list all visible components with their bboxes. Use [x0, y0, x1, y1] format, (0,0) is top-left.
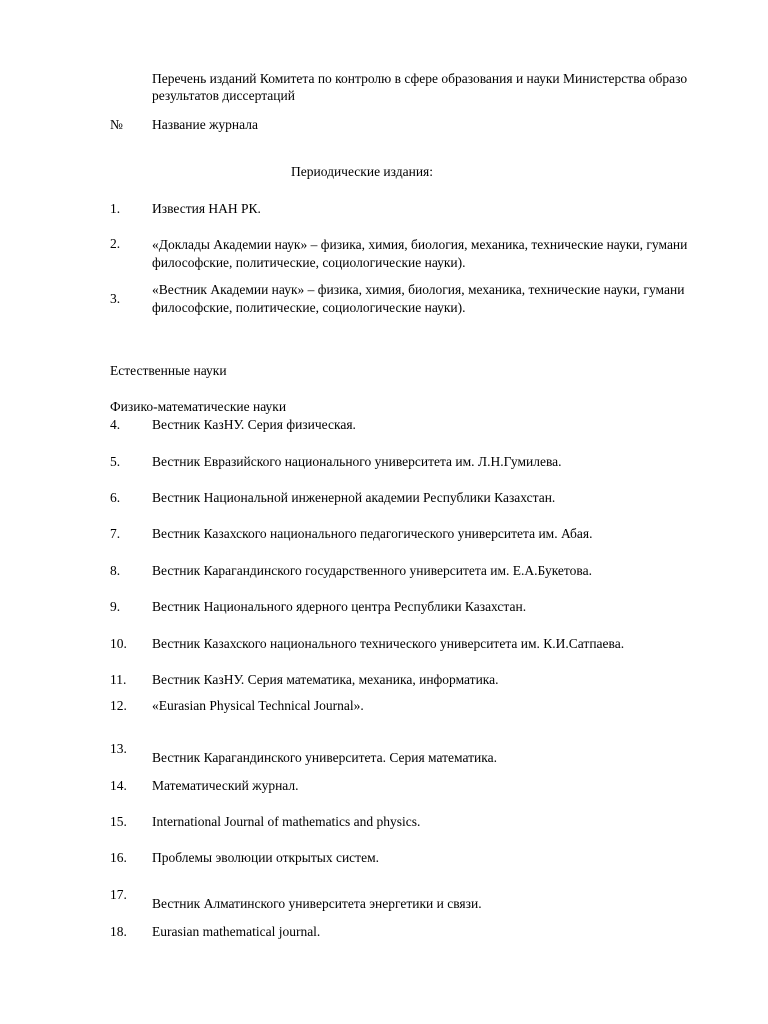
list-item-journal: Вестник Казахского национального технического университета им. К.И.Сатпаева. [152, 636, 625, 651]
list-item-journal: «Вестник Академии наук» – физика, химия, биология, механика, технические науки, гумани [152, 282, 685, 297]
list-item-number: 4. [110, 417, 121, 432]
list-item-number: 10. [110, 636, 127, 651]
list-item-number: 13. [110, 741, 127, 756]
list-item-journal: Проблемы эволюции открытых систем. [152, 850, 379, 865]
list-item-journal: Вестник Казахского национального педагогического университета им. Абая. [152, 526, 593, 541]
list-item-journal: Математический журнал. [152, 778, 299, 793]
list-item-journal: «Доклады Академии наук» – физика, химия, биология, механика, технические науки, гумани [152, 237, 688, 252]
list-item-journal: Вестник КазНУ. Серия физическая. [152, 417, 356, 432]
column-header-number: № [110, 117, 123, 132]
list-item-journal: Eurasian mathematical journal. [152, 924, 321, 939]
list-item-number: 6. [110, 490, 121, 505]
list-item-journal: «Eurasian Physical Technical Journal». [152, 698, 364, 713]
list-item-number: 16. [110, 850, 127, 865]
list-item-journal: Вестник Алматинского университета энергетики и связи. [152, 896, 482, 911]
periodicals-heading: Периодические издания: [291, 164, 434, 179]
document-title-line-2: результатов диссертаций [152, 88, 295, 103]
list-item-number: 17. [110, 887, 127, 902]
list-item-number: 2. [110, 236, 121, 251]
list-item-number: 18. [110, 924, 127, 939]
list-item-number: 11. [110, 672, 127, 687]
column-header-journal-name: Название журнала [152, 117, 258, 132]
list-item-number: 7. [110, 526, 121, 541]
list-item-number: 5. [110, 454, 121, 469]
list-item-number: 8. [110, 563, 121, 578]
subsection-heading-physics-math: Физико-математические науки [110, 399, 287, 414]
list-item-journal: Вестник Евразийского национального университета им. Л.Н.Гумилева. [152, 454, 562, 469]
list-item-number: 12. [110, 698, 127, 713]
list-item-journal: Вестник Национальной инженерной академии Республики Казахстан. [152, 490, 556, 505]
list-item-number: 9. [110, 599, 121, 614]
document-title-line-1: Перечень изданий Комитета по контролю в сфере образования и науки Министерства образо [152, 71, 688, 86]
list-item-journal: Вестник Карагандинского государственного университета им. Е.А.Букетова. [152, 563, 592, 578]
list-item-journal-continuation: философские, политические, социологические науки). [152, 300, 466, 315]
list-item-number: 1. [110, 201, 121, 216]
list-item-journal: Вестник Национального ядерного центра Республики Казахстан. [152, 599, 527, 614]
list-item-journal-continuation: философские, политические, социологические науки). [152, 255, 466, 270]
list-item-number: 15. [110, 814, 127, 829]
list-item-number: 3. [110, 291, 121, 306]
list-item-journal: Известия НАН РК. [152, 201, 261, 216]
list-item-journal: Вестник Карагандинского университета. Серия математика. [152, 750, 497, 765]
list-item-number: 14. [110, 778, 127, 793]
list-item-journal: Вестник КазНУ. Серия математика, механика, информатика. [152, 672, 499, 687]
section-heading-natural-sciences: Естественные науки [110, 363, 227, 378]
list-item-journal: International Journal of mathematics and physics. [152, 814, 421, 829]
